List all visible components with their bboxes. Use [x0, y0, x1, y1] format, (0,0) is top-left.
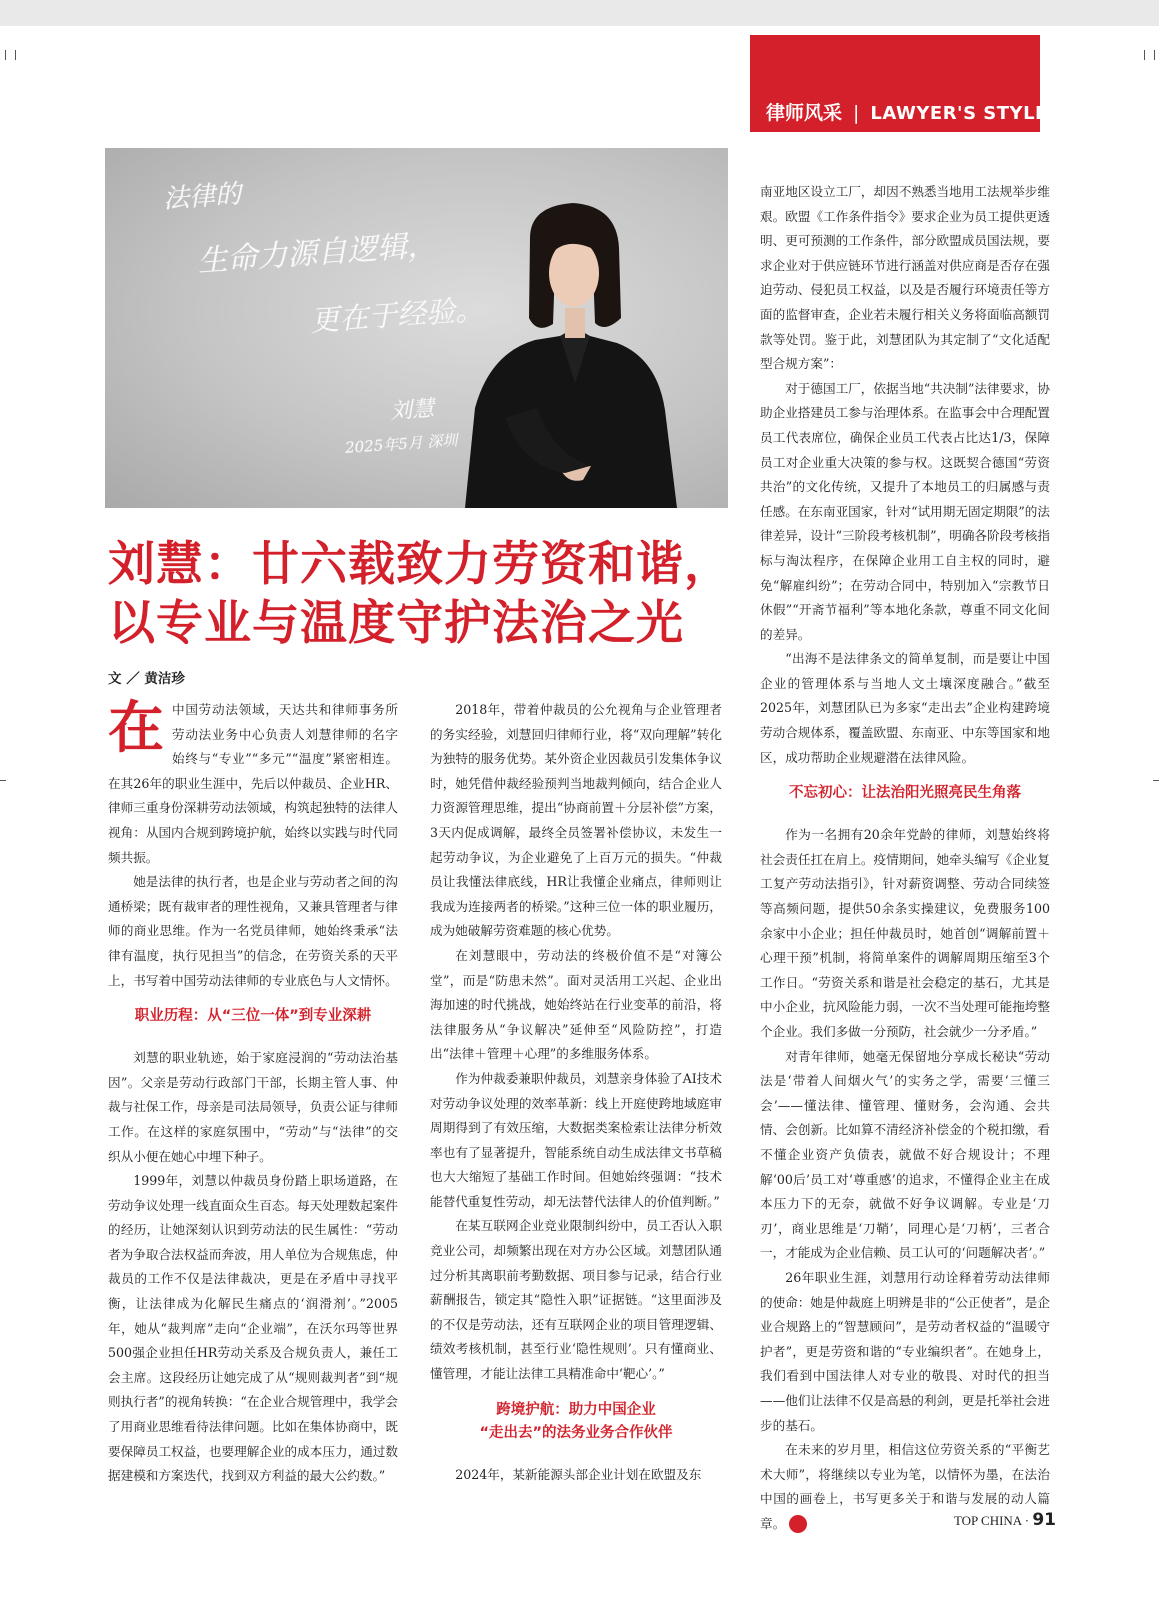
column-2 [430, 698, 722, 1487]
end-mark-icon: 中 [789, 1515, 807, 1533]
crop-mark [0, 780, 6, 781]
portrait-photo [105, 148, 728, 508]
article-headline [108, 535, 732, 653]
signature-date: 2025年5月 深圳 [344, 431, 459, 457]
subheading-career: 职业历程：从“三位一体”到专业深耕 [134, 1008, 372, 1025]
paragraph: 1999年，刘慧以仲裁员身份踏上职场道路，在劳动争议处理一线直面众生百态。每天处理数起案件的经历，让她深刻认识到劳动法的民生属性：“劳动者为争取合法权益而奔波，用人单位为合规焦虑，仲裁员的工作不仅是法律裁决，更是在矛盾中寻找平衡，让法律成为化解民生痛点的‘润滑剂’。”2005年，她从“裁判席”走向“企业端”，在沃尔玛等世界500强企业担任HR劳动关系及合规负责人，兼任工会主席。这段经历让她完成了从“规则裁判者”到“规则执行者”的视角转换：“在企业合规管理中，我学会了用商业思维看待法律问题。比如在集体协商中，既要保障员工权益，也要理解企业的成本压力，通过数据建模和方案迭代，找到双方利益的最大公约数。” [108, 1173, 398, 1484]
subheading-line-1: 跨境护航：助力中国企业 [496, 1401, 656, 1418]
paragraph: 对于德国工厂，依据当地“共决制”法律要求，协助企业搭建员工参与治理体系。在监事会中合理配置员工代表席位，确保企业员工代表占比达1/3，保障员工对企业重大决策的参与权。这既契合德国“劳资共治”的文化传统，又提升了本地员工的归属感与责任感。在东南亚国家，针对“试用期无固定期限”的法律差异，设计“三阶段考核机制”，明确各阶段考核指标与淘汰程序，在保障企业用工自主权的同时，避免“解雇纠纷”；在劳动合同中，特别加入“宗教节日休假”“开斋节福利”等本地化条款，尊重不同文化间的差异。 [760, 380, 1050, 642]
signature-line-3: 更在于经验。 [309, 291, 486, 339]
paragraph: 在某互联网企业竞业限制纠纷中，员工否认入职竞业公司，却频繁出现在对方办公区域。刘慧团队通过分析其离职前考勤数据、项目参与记录，结合行业薪酬报告，锁定其“隐性入职”证据链。“这里面涉及的不仅是劳动法，还有互联网企业的项目管理逻辑、绩效考核机制，甚至行业‘隐性规则’。只有懂商业、懂管理，才能让法律工具精准命中‘靶心’。” [430, 1218, 722, 1382]
signature-name: 刘慧 [389, 396, 435, 425]
section-label [766, 98, 1048, 125]
signature-line-2: 生命力源自逻辑， [196, 227, 439, 280]
paragraph: 南亚地区设立工厂，却因不熟悉当地用工法规举步维艰。欧盟《工作条件指令》要求企业为员工提供更透明、更可预测的工作条件，部分欧盟成员国法规，要求企业对于供应链环节进行涵盖对供应商是否存在强迫劳动、侵犯员工权益，以及是否履行环境责任等方面的监督审查，企业若未履行相关义务将面临高额罚款等处罚。鉴于此，刘慧团队为其定制了“文化适配型合规方案”： [760, 184, 1050, 372]
paragraph: “出海不是法律条文的简单复制，而是要让中国企业的管理体系与当地人文土壤深度融合。”截至2025年，刘慧团队已为多家“走出去”企业构建跨境劳动合规体系，覆盖欧盟、东南亚、中东等国家和地区，成功帮助企业规避潜在法律风险。 [760, 651, 1050, 765]
section-label-en: LAWYER'S STYLE [870, 103, 1048, 124]
paragraph: 中国劳动法领域，天达共和律师事务所劳动法业务中心负责人刘慧律师的名字始终与“专业”“多元”“温度”紧密相连。在其26年的职业生涯中，先后以仲裁员、企业HR、律师三重身份深耕劳动法领域，构筑起独特的法律人视角：从国内合规到跨境护航，始终以实践与时代同频共振。 [108, 702, 398, 865]
paragraph: 她是法律的执行者，也是企业与劳动者之间的沟通桥梁；既有裁审者的理性视角，又兼具管理者与律师的商业思维。作为一名党员律师，她始终秉承“法律有温度，执行见担当”的信念，在劳资关系的天平上，书写着中国劳动法律师的专业底色与人文情怀。 [108, 874, 398, 988]
footer-dot: · [1024, 1513, 1030, 1528]
headline-line-2: 以专业与温度守护法治之光 [108, 596, 684, 651]
drop-cap: 在 [108, 696, 164, 761]
signature-line-1: 法律的 [162, 179, 243, 215]
page-footer [954, 1510, 1056, 1530]
subheading-line-2: “走出去”的法务业务合作伙伴 [479, 1424, 673, 1441]
page-number: 91 [1032, 1510, 1056, 1530]
paragraph: 作为仲裁委兼职仲裁员，刘慧亲身体验了AI技术对劳动争议处理的效率革新：线上开庭使跨地域庭审周期得到了有效压缩，大数据类案检索让法律分析效率也有了显著提升，智能系统自动生成法律文书草稿也大大缩短了基础工作时间。但她始终强调：“技术能替代重复性劳动，却无法替代法律人的价值判断。” [430, 1070, 722, 1209]
crop-mark [1154, 50, 1155, 60]
paragraph: 作为一名拥有20余年党龄的律师，刘慧始终将社会责任扛在肩上。疫情期间，她牵头编写《企业复工复产劳动法指引》，针对薪资调整、劳动合同续签等高频问题，提供50余条实操建议，免费服务100余家中小企业；担任仲裁员时，她首创“调解前置＋心理干预”机制，将简单案件的调解周期压缩至3个工作日。“劳资关系和谐是社会稳定的基石，尤其是中小企业，抗风险能力弱，一次不当处理可能拖垮整个企业。我们多做一分预防，社会就少一分矛盾。” [760, 827, 1050, 1039]
column-3 [760, 180, 1050, 1536]
headline-line-1: 刘慧：廿六载致力劳资和谐， [108, 537, 732, 592]
subheading-cross-border [430, 1399, 722, 1445]
subheading-original-aspiration: 不忘初心：让法治阳光照亮民生角落 [789, 785, 1021, 802]
paragraph: 在刘慧眼中，劳动法的终极价值不是“对簿公堂”，而是“防患未然”。面对灵活用工兴起、企业出海加速的时代挑战，她始终站在行业变革的前沿，将法律服务从“争议解决”延伸至“风险防控”，打造出“法律＋管理＋心理”的多维服务体系。 [430, 947, 722, 1062]
crop-mark [1144, 50, 1145, 60]
paragraph: 2018年，带着仲裁员的公允视角与企业管理者的务实经验，刘慧回归律师行业，将“双向理解”转化为独特的服务优势。某外资企业因裁员引发集体争议时，她凭借仲裁经验预判当地裁判倾向，结合企业人力资源管理思维，提出“协商前置＋分层补偿”方案，3天内促成调解，最终全员签署补偿协议，未发生一起劳动争议，为企业避免了上百万元的损失。“仲裁员让我懂法律底线，HR让我懂企业痛点，律师则让我成为连接两者的桥梁。”这种三位一体的职业履历，成为她破解劳资难题的核心优势。 [430, 702, 722, 939]
column-1 [108, 698, 398, 1489]
crop-mark [15, 50, 16, 60]
top-margin-strip [0, 0, 1159, 26]
byline: 文 ／ 黄洁珍 [108, 671, 185, 687]
crop-mark [5, 50, 6, 60]
section-label-cn: 律师风采 [766, 102, 843, 124]
paragraph: 2024年，某新能源头部企业计划在欧盟及东 [455, 1466, 702, 1482]
paragraph: 刘慧的职业轨迹，始于家庭浸润的“劳动法治基因”。父亲是劳动行政部门干部，长期主管人事、仲裁与社保工作，母亲是司法局领导，负责公证与律师工作。在这样的家庭氛围中，“劳动”与“法律”的交织从小便在她心中埋下种子。 [108, 1050, 398, 1164]
section-divider: | [853, 102, 860, 124]
magazine-name: TOP CHINA [953, 1513, 1022, 1528]
paragraph: 26年职业生涯，刘慧用行动诠释着劳动法律师的使命：她是仲裁庭上明辨是非的“公正使者”，是企业合规路上的“智慧顾问”，是劳动者权益的“温暖守护者”，更是劳资和谐的“专业编织者”。在她身上，我们看到中国法律人对专业的敬畏、对时代的担当——他们让法律不仅是高悬的利剑，更是托举社会进步的基石。 [760, 1269, 1050, 1433]
paragraph: 对青年律师，她毫无保留地分享成长秘诀“劳动法是‘带着人间烟火气’的实务之学，需要‘三懂三会’——懂法律、懂管理、懂财务，会沟通、会共情、会创新。比如算不清经济补偿金的个税扣缴，看不懂企业资产负债表，就做不好合规设计；不理解‘00后’员工对‘尊重感’的追求，不懂得企业主在成本压力下的无奈，就做不好争议调解。专业是‘刀刃’，商业思维是‘刀鞘’，同理心是‘刀柄’，三者合一，才能成为企业信赖、员工认可的‘问题解决者’。” [760, 1048, 1050, 1261]
lawyer-portrait-figure [105, 148, 728, 508]
closing-text: 在未来的岁月里，相信这位劳资关系的“平衡艺术大师”，将继续以专业为笔，以情怀为墨，在法治中国的画卷上，书写更多关于和谐与发展的动人篇章。 [760, 1442, 1050, 1531]
crop-mark [1153, 780, 1159, 781]
